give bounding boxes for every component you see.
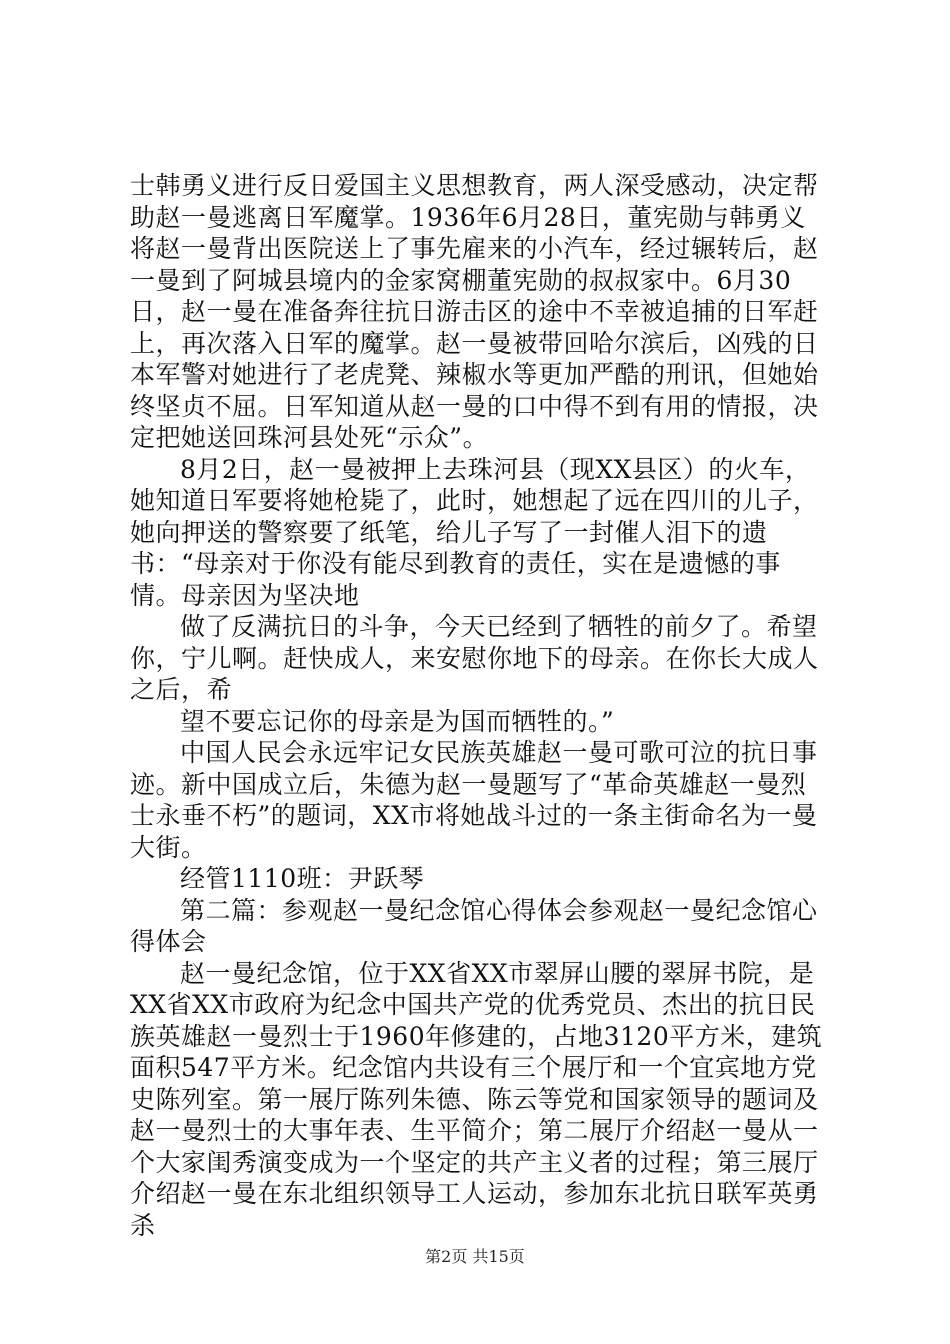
paragraph: 赵一曼纪念馆，位于XX省XX市翠屏山腰的翠屏书院，是XX省XX市政府为纪念中国共产党的优秀党员、杰出的抗日民族英雄赵一曼烈士于1960年修建的，占地3120平方米，建筑面积547平方米。纪念馆内共设有三个展厅和一个宜宾地方党史陈列室。第一展厅陈列朱德、陈云等党和国家领导的题词及赵一曼烈士的大事年表、生平简介；第二展厅介绍赵一曼从一个大家闺秀演变成为一个坚定的共产主义者的过程；第三展厅介绍赵一曼在东北组织领导工人运动，参加东北抗日联军英勇杀 bbox=[130, 958, 823, 1240]
paragraph: 8月2日，赵一曼被押上去珠河县（现XX县区）的火车，她知道日军要将她枪毙了，此时，她想起了远在四川的儿子，她向押送的警察要了纸笔，给儿子写了一封催人泪下的遗书：“母亲对于你没有能尽到教育的责任，实在是遗憾的事情。母亲因为坚决地 bbox=[130, 454, 819, 610]
paragraph: 经管1110班：尹跃琴 bbox=[180, 864, 425, 893]
paragraph: 中国人民会永远牢记女民族英雄赵一曼可歌可泣的抗日事迹。新中国成立后，朱德为赵一曼题写了“革命英雄赵一曼烈士永垂不朽”的题词，XX市将她战斗过的一条主街命名为一曼大街。 bbox=[130, 738, 818, 862]
document-body bbox=[130, 170, 830, 1241]
section-heading: 第二篇：参观赵一曼纪念馆心得体会参观赵一曼纪念馆心得体会 bbox=[130, 895, 818, 956]
page-number-footer: 第2页 共15页 bbox=[425, 1247, 525, 1266]
paragraph: 望不要忘记你的母亲是为国而牺牲的。” bbox=[180, 706, 615, 736]
paragraph: 士韩勇义进行反日爱国主义思想教育，两人深受感动，决定帮助赵一曼逃离日军魔掌。1936年6月28日，董宪勋与韩勇义将赵一曼背出医院送上了事先雇来的小汽车，经过辗转后，赵一曼到了阿城县境内的金家窝棚董宪勋的叔叔家中。6月30日，赵一曼在准备奔往抗日游击区的途中不幸被追捕的日军赶上，再次落入日军的魔掌。赵一曼被带回哈尔滨后，凶残的日本军警对她进行了老虎凳、辣椒水等更加严酷的刑讯，但她始终坚贞不屈。日军知道从赵一曼的口中得不到有用的情报，决定把她送回珠河县处死“示众”。 bbox=[130, 171, 819, 452]
paragraph: 做了反满抗日的斗争，今天已经到了牺牲的前夕了。希望你，宁儿啊。赶快成人，来安慰你地下的母亲。在你长大成人之后，希 bbox=[130, 612, 819, 704]
